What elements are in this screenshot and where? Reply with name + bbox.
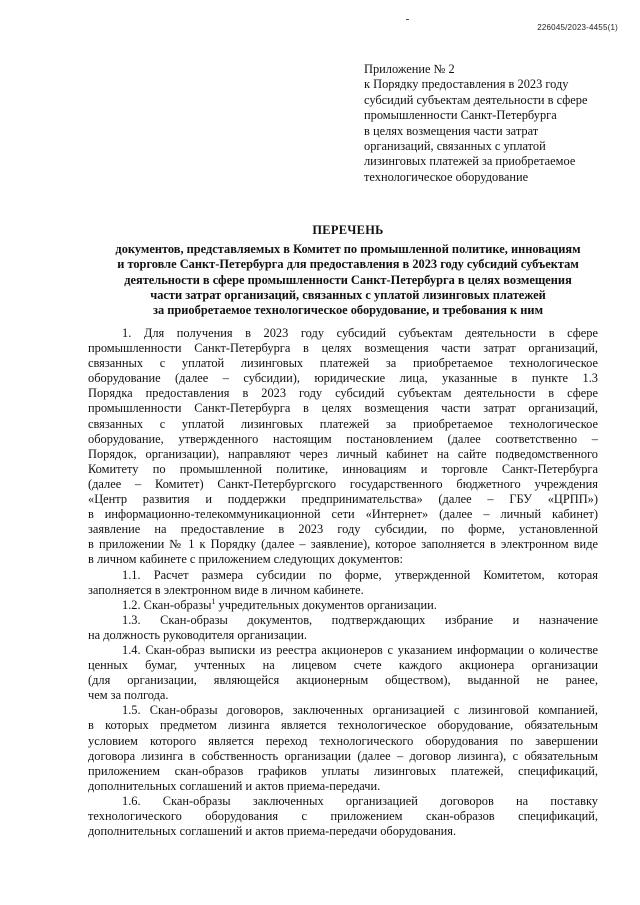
text-line: технологического оборудования с приложением скан-образов спецификаций, bbox=[88, 809, 598, 823]
paragraph-1-3 bbox=[88, 613, 598, 643]
text-line: дополнительных соглашений и актов приема-передачи оборудования. bbox=[88, 824, 457, 839]
heading-line: деятельности в сфере промышленности Санкт-Петербурга в целях возмещения bbox=[124, 272, 572, 287]
document-id: 226045/2023-4455(1) bbox=[537, 23, 618, 32]
text-line: ценных бумаг, учтенных на лицевом счете каждого акционера организации bbox=[88, 658, 598, 673]
text-line: 1.3. Скан-образы документов, подтверждающих избрание и назначение bbox=[122, 612, 598, 627]
paragraph-1-4 bbox=[88, 643, 598, 703]
text-line: 1.4. Скан-образ выписки из реестра акционеров с указанием информации о количестве bbox=[122, 642, 598, 657]
text-line: промышленности Санкт-Петербурга в целях возмещения части затрат организаций, bbox=[88, 401, 598, 416]
footnote-ref: 1 bbox=[211, 596, 216, 606]
text-fragment: учредительных документов организации. bbox=[215, 597, 437, 612]
text-line bbox=[88, 598, 598, 613]
text-line: заполняется в электронном виде в личном кабинете. bbox=[88, 582, 364, 597]
appendix-line: субсидий субъектам деятельности в сфере bbox=[364, 92, 588, 107]
appendix-line: к Порядку предоставления в 2023 году bbox=[364, 77, 569, 92]
paragraph-1-6 bbox=[88, 794, 598, 839]
text-line: заявление на предоставление в 2023 году субсидии, по форме, установленной bbox=[88, 522, 598, 537]
appendix-line: организаций, связанных с уплатой bbox=[364, 139, 546, 154]
heading-title: ПЕРЕЧЕНЬ bbox=[312, 223, 384, 237]
scan-mark bbox=[406, 19, 409, 20]
text-line: связанных с уплатой лизинговых платежей за приобретаемое технологическое bbox=[88, 416, 598, 431]
document-body bbox=[88, 326, 598, 839]
appendix-line: промышленности Санкт-Петербурга bbox=[364, 108, 557, 123]
appendix-title: Приложение № 2 bbox=[364, 62, 455, 76]
text-line: в приложении № 1 к Порядку (далее – заявление), которое заполняется в электронном виде bbox=[88, 537, 598, 552]
text-fragment: 1.2. Скан-образы bbox=[122, 597, 212, 612]
text-line: Порядка предоставления в 2023 году субсидий субъектам деятельности в сфере bbox=[88, 386, 598, 401]
heading-line: за приобретаемое технологическое оборудование, и требования к ним bbox=[152, 303, 544, 318]
text-line: чем за полгода. bbox=[88, 688, 169, 703]
document-heading bbox=[88, 223, 608, 318]
heading-line: и торговле Санкт-Петербурга для предоставления в 2023 году субсидий субъектам bbox=[117, 257, 579, 272]
text-line: 1. Для получения в 2023 году субсидий субъектам деятельности в сфере bbox=[122, 326, 598, 340]
text-line: оборудование, утвержденного настоящим постановлением (далее соответственно – bbox=[88, 431, 598, 446]
text-line: связанных с уплатой лизинговых платежей за приобретаемое технологическое bbox=[88, 356, 598, 371]
text-line: в которых предметом лизинга является технологическое оборудование, обязательным bbox=[88, 718, 598, 733]
text-line: в информационно-телекоммуникационной сети «Интернет» (далее – личный кабинет) bbox=[88, 507, 598, 522]
text-line: Порядок, организации), направляют через личный кабинет на сайте подведомственного bbox=[88, 446, 598, 461]
appendix-line: лизинговых платежей за приобретаемое bbox=[364, 154, 576, 169]
paragraph-1-2 bbox=[88, 598, 598, 613]
text-line: 1.6. Скан-образы заключенных организацией договоров на поставку bbox=[122, 793, 598, 808]
heading-line: документов, представляемых в Комитет по промышленной политике, инновациям bbox=[115, 242, 581, 257]
text-line: приложением скан-образов графиков уплаты лизинговых платежей, спецификаций, bbox=[88, 763, 598, 778]
appendix-block bbox=[364, 62, 614, 185]
text-line: «Центр развития и поддержки предпринимательства» (далее – ГБУ «ЦРПП») bbox=[88, 492, 598, 507]
appendix-line: технологическое оборудование bbox=[364, 169, 529, 184]
text-line: Комитету по промышленной политике, инновациям и торговле Санкт-Петербурга bbox=[88, 461, 598, 476]
paragraph-1 bbox=[88, 326, 598, 568]
heading-line: части затрат организаций, связанных с уплатой лизинговых платежей bbox=[150, 287, 546, 302]
text-line: (для организации, являющейся акционерным обществом), выданной не ранее, bbox=[88, 673, 598, 688]
paragraph-1-1 bbox=[88, 568, 598, 598]
text-line: (далее – Комитет) Санкт-Петербургского государственного бюджетного учреждения bbox=[88, 476, 598, 491]
text-line: 1.5. Скан-образы договоров, заключенных организацией с лизинговой компанией, bbox=[122, 703, 598, 718]
text-line: условием которого является переход технологического оборудования по завершении bbox=[88, 733, 598, 748]
text-line: дополнительных соглашений и актов приема-передачи. bbox=[88, 778, 381, 793]
text-line: договора лизинга в собственность организации (далее – договор лизинга), с обязательным bbox=[88, 748, 598, 763]
text-line: в личном кабинете с приложением следующих документов: bbox=[88, 552, 403, 567]
appendix-line: в целях возмещения части затрат bbox=[364, 123, 539, 138]
paragraph-1-5 bbox=[88, 703, 598, 794]
text-line: 1.1. Расчет размера субсидии по форме, утвержденной Комитетом, которая bbox=[122, 567, 598, 582]
text-line: оборудование (далее – субсидии), юридические лица, указанные в пункте 1.3 bbox=[88, 371, 598, 386]
text-line: промышленности Санкт-Петербурга в целях возмещения части затрат организаций, bbox=[88, 341, 598, 356]
text-line: на должность руководителя организации. bbox=[88, 627, 307, 642]
